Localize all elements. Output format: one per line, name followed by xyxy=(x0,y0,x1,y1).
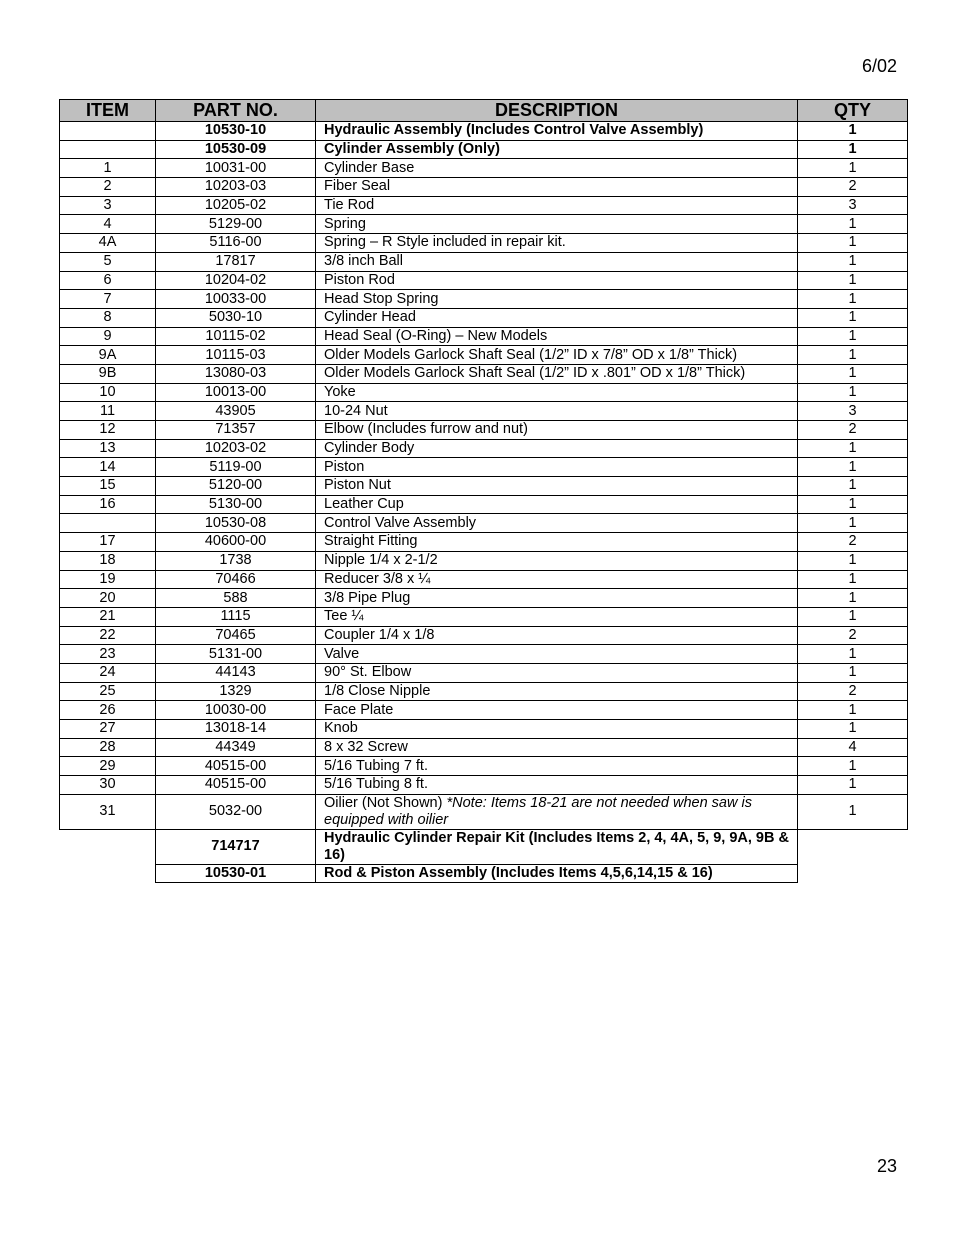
item-number-cell: 10 xyxy=(60,383,156,402)
quantity-cell: 1 xyxy=(798,215,908,234)
quantity-cell: 2 xyxy=(798,533,908,552)
table-row xyxy=(60,327,908,346)
quantity-cell: 1 xyxy=(798,551,908,570)
item-number-cell: 30 xyxy=(60,776,156,795)
item-number-cell: 24 xyxy=(60,663,156,682)
part-number-cell: 5129-00 xyxy=(156,215,316,234)
description-cell: Elbow (Includes furrow and nut) xyxy=(316,421,798,440)
part-number-cell: 1738 xyxy=(156,551,316,570)
quantity-cell: 4 xyxy=(798,738,908,757)
description-cell: Reducer 3/8 x ¼ xyxy=(316,570,798,589)
quantity-cell: 1 xyxy=(798,364,908,383)
table-row xyxy=(60,215,908,234)
description-cell: 1/8 Close Nipple xyxy=(316,682,798,701)
kit-part-number-cell: 714717 xyxy=(156,829,316,864)
part-number-cell: 10033-00 xyxy=(156,290,316,309)
part-number-cell: 10530-10 xyxy=(156,122,316,141)
part-number-cell: 1329 xyxy=(156,682,316,701)
part-number-cell: 43905 xyxy=(156,402,316,421)
description-cell: Head Seal (O-Ring) – New Models xyxy=(316,327,798,346)
empty-cell xyxy=(60,829,156,864)
description-cell: Head Stop Spring xyxy=(316,290,798,309)
item-number-cell: 13 xyxy=(60,439,156,458)
item-number-cell: 9B xyxy=(60,364,156,383)
parts-list-table xyxy=(59,99,908,883)
item-number-cell: 12 xyxy=(60,421,156,440)
part-number-cell: 5030-10 xyxy=(156,308,316,327)
table-row xyxy=(60,663,908,682)
table-row xyxy=(60,776,908,795)
item-number-cell: 11 xyxy=(60,402,156,421)
description-cell: Tee ¼ xyxy=(316,607,798,626)
part-number-cell: 13080-03 xyxy=(156,364,316,383)
part-number-cell: 44143 xyxy=(156,663,316,682)
item-number-cell: 18 xyxy=(60,551,156,570)
quantity-cell: 1 xyxy=(798,701,908,720)
table-row xyxy=(60,290,908,309)
table-row xyxy=(60,607,908,626)
quantity-cell: 1 xyxy=(798,514,908,533)
table-row xyxy=(60,271,908,290)
table-row xyxy=(60,495,908,514)
kit-row xyxy=(60,864,908,883)
description-cell: Cylinder Assembly (Only) xyxy=(316,140,798,159)
kit-description-cell: Hydraulic Cylinder Repair Kit (Includes Items 2, 4, 4A, 5, 9, 9A, 9B & 16) xyxy=(316,829,798,864)
quantity-cell: 1 xyxy=(798,757,908,776)
item-number-cell: 9 xyxy=(60,327,156,346)
empty-cell xyxy=(798,829,908,864)
table-row xyxy=(60,720,908,739)
quantity-cell: 1 xyxy=(798,663,908,682)
item-number-cell: 4 xyxy=(60,215,156,234)
item-number-cell: 19 xyxy=(60,570,156,589)
table-row xyxy=(60,794,908,829)
part-number-cell: 40515-00 xyxy=(156,757,316,776)
empty-cell xyxy=(60,864,156,883)
item-number-cell: 1 xyxy=(60,159,156,178)
quantity-cell: 2 xyxy=(798,626,908,645)
table-row xyxy=(60,383,908,402)
part-number-cell: 5119-00 xyxy=(156,458,316,477)
description-cell: Knob xyxy=(316,720,798,739)
quantity-cell: 1 xyxy=(798,140,908,159)
description-cell: Older Models Garlock Shaft Seal (1/2” ID x .801” OD x 1/8” Thick) xyxy=(316,364,798,383)
item-number-cell: 16 xyxy=(60,495,156,514)
table-row xyxy=(60,701,908,720)
quantity-cell: 1 xyxy=(798,645,908,664)
empty-cell xyxy=(798,864,908,883)
description-cell: Nipple 1/4 x 2-1/2 xyxy=(316,551,798,570)
part-number-cell: 10115-02 xyxy=(156,327,316,346)
table-row xyxy=(60,645,908,664)
item-number-cell: 8 xyxy=(60,308,156,327)
table-row xyxy=(60,346,908,365)
description-cell: Spring – R Style included in repair kit. xyxy=(316,234,798,253)
description-cell: 3/8 Pipe Plug xyxy=(316,589,798,608)
part-number-cell: 10204-02 xyxy=(156,271,316,290)
description-note: *Note: Items 18-21 are not needed when saw is equipped with oilier xyxy=(324,794,752,828)
quantity-cell: 1 xyxy=(798,570,908,589)
part-number-cell: 10031-00 xyxy=(156,159,316,178)
part-number-cell: 5116-00 xyxy=(156,234,316,253)
part-number-cell: 10205-02 xyxy=(156,196,316,215)
table-row xyxy=(60,682,908,701)
quantity-cell: 1 xyxy=(798,159,908,178)
description-cell: Face Plate xyxy=(316,701,798,720)
description-cell: 5/16 Tubing 8 ft. xyxy=(316,776,798,795)
item-number-cell: 23 xyxy=(60,645,156,664)
part-number-cell: 71357 xyxy=(156,421,316,440)
description-cell: Valve xyxy=(316,645,798,664)
table-row xyxy=(60,159,908,178)
description-cell: Hydraulic Assembly (Includes Control Valve Assembly) xyxy=(316,122,798,141)
table-row xyxy=(60,533,908,552)
description-cell: Fiber Seal xyxy=(316,178,798,197)
table-row xyxy=(60,308,908,327)
part-number-cell: 5032-00 xyxy=(156,794,316,829)
item-number-cell xyxy=(60,122,156,141)
description-cell: 3/8 inch Ball xyxy=(316,252,798,271)
item-number-cell: 15 xyxy=(60,477,156,496)
description-cell: Piston xyxy=(316,458,798,477)
table-row xyxy=(60,757,908,776)
item-number-cell: 4A xyxy=(60,234,156,253)
table-row xyxy=(60,514,908,533)
table-row xyxy=(60,252,908,271)
part-number-cell: 40600-00 xyxy=(156,533,316,552)
part-number-cell: 10203-02 xyxy=(156,439,316,458)
table-row xyxy=(60,589,908,608)
part-number-cell: 10030-00 xyxy=(156,701,316,720)
item-number-cell: 26 xyxy=(60,701,156,720)
table-row xyxy=(60,364,908,383)
table-row xyxy=(60,570,908,589)
item-number-cell xyxy=(60,514,156,533)
description-text: Oilier (Not Shown) xyxy=(324,794,447,811)
column-header-description: DESCRIPTION xyxy=(316,100,798,122)
description-cell: Coupler 1/4 x 1/8 xyxy=(316,626,798,645)
table-row xyxy=(60,458,908,477)
quantity-cell: 1 xyxy=(798,271,908,290)
quantity-cell: 1 xyxy=(798,234,908,253)
table-header-row xyxy=(60,100,908,122)
part-number-cell: 5131-00 xyxy=(156,645,316,664)
table-row xyxy=(60,140,908,159)
part-number-cell: 44349 xyxy=(156,738,316,757)
description-cell: 10-24 Nut xyxy=(316,402,798,421)
table-row xyxy=(60,738,908,757)
item-number-cell: 21 xyxy=(60,607,156,626)
part-number-cell: 10115-03 xyxy=(156,346,316,365)
table-row xyxy=(60,439,908,458)
quantity-cell: 2 xyxy=(798,421,908,440)
table-row xyxy=(60,421,908,440)
quantity-cell: 2 xyxy=(798,682,908,701)
item-number-cell: 9A xyxy=(60,346,156,365)
item-number-cell: 17 xyxy=(60,533,156,552)
quantity-cell: 1 xyxy=(798,607,908,626)
column-header-qty: QTY xyxy=(798,100,908,122)
item-number-cell: 2 xyxy=(60,178,156,197)
description-cell: Piston Rod xyxy=(316,271,798,290)
quantity-cell: 1 xyxy=(798,794,908,829)
quantity-cell: 1 xyxy=(798,308,908,327)
kit-description-cell: Rod & Piston Assembly (Includes Items 4,5,6,14,15 & 16) xyxy=(316,864,798,883)
quantity-cell: 1 xyxy=(798,346,908,365)
quantity-cell: 3 xyxy=(798,402,908,421)
part-number-cell: 40515-00 xyxy=(156,776,316,795)
quantity-cell: 1 xyxy=(798,589,908,608)
description-cell: Cylinder Head xyxy=(316,308,798,327)
item-number-cell: 20 xyxy=(60,589,156,608)
description-cell: 90° St. Elbow xyxy=(316,663,798,682)
part-number-cell: 10530-08 xyxy=(156,514,316,533)
table-row xyxy=(60,402,908,421)
part-number-cell: 1115 xyxy=(156,607,316,626)
part-number-cell: 17817 xyxy=(156,252,316,271)
quantity-cell: 1 xyxy=(798,495,908,514)
quantity-cell: 1 xyxy=(798,776,908,795)
quantity-cell: 1 xyxy=(798,458,908,477)
quantity-cell: 1 xyxy=(798,327,908,346)
quantity-cell: 1 xyxy=(798,720,908,739)
kit-row xyxy=(60,829,908,864)
description-cell: Cylinder Body xyxy=(316,439,798,458)
table-row xyxy=(60,626,908,645)
revision-date: 6/02 xyxy=(861,56,897,76)
description-cell: 8 x 32 Screw xyxy=(316,738,798,757)
page-number: 23 xyxy=(876,1156,897,1176)
part-number-cell: 10013-00 xyxy=(156,383,316,402)
description-cell: Piston Nut xyxy=(316,477,798,496)
description-cell: Control Valve Assembly xyxy=(316,514,798,533)
part-number-cell: 5130-00 xyxy=(156,495,316,514)
description-cell: Older Models Garlock Shaft Seal (1/2” ID x 7/8” OD x 1/8” Thick) xyxy=(316,346,798,365)
table-row xyxy=(60,477,908,496)
item-number-cell: 14 xyxy=(60,458,156,477)
kit-part-number-cell: 10530-01 xyxy=(156,864,316,883)
quantity-cell: 1 xyxy=(798,439,908,458)
item-number-cell: 31 xyxy=(60,794,156,829)
part-number-cell: 70465 xyxy=(156,626,316,645)
description-cell: Straight Fitting xyxy=(316,533,798,552)
item-number-cell: 6 xyxy=(60,271,156,290)
item-number-cell: 5 xyxy=(60,252,156,271)
item-number-cell: 3 xyxy=(60,196,156,215)
quantity-cell: 3 xyxy=(798,196,908,215)
table-row xyxy=(60,234,908,253)
part-number-cell: 13018-14 xyxy=(156,720,316,739)
item-number-cell: 29 xyxy=(60,757,156,776)
table-row xyxy=(60,196,908,215)
description-cell: Yoke xyxy=(316,383,798,402)
item-number-cell: 27 xyxy=(60,720,156,739)
description-cell xyxy=(316,794,798,829)
item-number-cell xyxy=(60,140,156,159)
table-row xyxy=(60,178,908,197)
column-header-part-no: PART NO. xyxy=(156,100,316,122)
description-cell: Cylinder Base xyxy=(316,159,798,178)
part-number-cell: 5120-00 xyxy=(156,477,316,496)
quantity-cell: 1 xyxy=(798,252,908,271)
quantity-cell: 1 xyxy=(798,383,908,402)
part-number-cell: 588 xyxy=(156,589,316,608)
item-number-cell: 22 xyxy=(60,626,156,645)
column-header-item: ITEM xyxy=(60,100,156,122)
description-cell: Tie Rod xyxy=(316,196,798,215)
part-number-cell: 10530-09 xyxy=(156,140,316,159)
part-number-cell: 70466 xyxy=(156,570,316,589)
quantity-cell: 2 xyxy=(798,178,908,197)
table-row xyxy=(60,122,908,141)
quantity-cell: 1 xyxy=(798,290,908,309)
item-number-cell: 28 xyxy=(60,738,156,757)
item-number-cell: 25 xyxy=(60,682,156,701)
table-row xyxy=(60,551,908,570)
quantity-cell: 1 xyxy=(798,122,908,141)
description-cell: Leather Cup xyxy=(316,495,798,514)
description-cell: 5/16 Tubing 7 ft. xyxy=(316,757,798,776)
part-number-cell: 10203-03 xyxy=(156,178,316,197)
item-number-cell: 7 xyxy=(60,290,156,309)
description-cell: Spring xyxy=(316,215,798,234)
quantity-cell: 1 xyxy=(798,477,908,496)
